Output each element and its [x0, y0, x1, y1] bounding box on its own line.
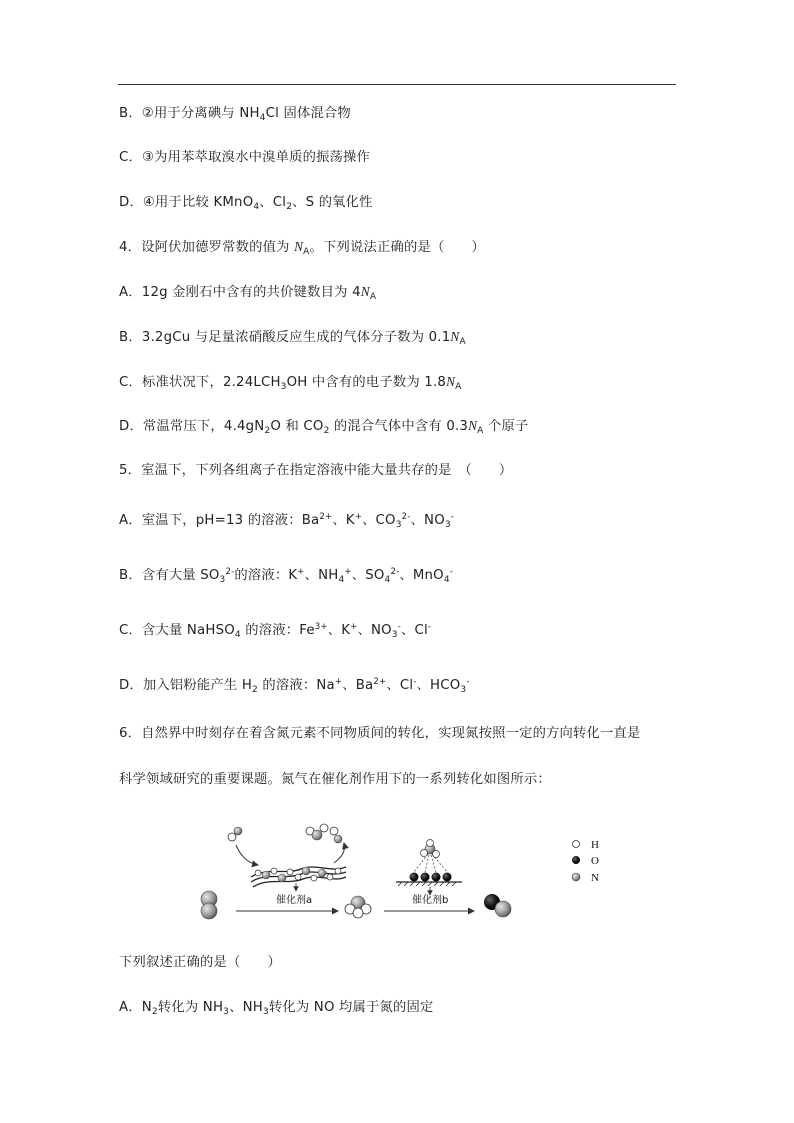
legend-o-icon [572, 856, 580, 864]
nh3-outgoing [306, 824, 345, 863]
catalyst-b-surface [396, 840, 462, 896]
question-6-stem-line2: 科学领域研究的重要课题。氮气在催化剂作用下的一系列转化如图所示： [119, 772, 551, 787]
legend-o-label: O [591, 855, 599, 867]
option-d-q4: D．常温常压下，$4.4gN_2O$ 和 $CO_2$ 的混合气体中含有 $0.3N_A$ 个原子 [119, 418, 529, 436]
question-5-stem: 5．室温下，下列各组离子在指定溶液中能大量共存的是 （ ） [119, 463, 513, 478]
option-c-q4: C．标准状况下，$2.24LCH_3OH$ 中含有的电子数为 $1.8N_A$ [119, 374, 462, 392]
option-b-q4: B．3.2gCu 与足量浓硝酸反应生成的气体分子数为 $0.1N_A$ [119, 329, 466, 347]
catalyst-a-surface [251, 867, 346, 891]
n2-molecule [201, 891, 217, 919]
option-c-q5: C．含大量 NaHSO$_4$ 的溶液：$Fe^{3+}$、K+、$NO_3^-$、Cl- [119, 622, 432, 640]
catalyst-b-label: 催化剂b [412, 895, 449, 906]
option-a-q5: A．室温下，pH=13 的溶液：$Ba^{2+}$、K+、$CO_3^{2-}$、$NO_3^-$ [119, 512, 455, 530]
option-b-q3: B．②用于分离碘与 $NH_4Cl$ 固体混合物 [119, 106, 351, 123]
header-rule [118, 84, 676, 85]
option-d-q5: D．加入铝粉能产生 $H_2$ 的溶液：Na+、$Ba^{2+}$、Cl-、$HCO_3^-$ [119, 677, 470, 695]
legend-n-icon [572, 873, 580, 881]
option-c-q3: C．③为用苯萃取溴水中溴单质的振荡操作 [119, 150, 371, 165]
option-a-q4: A．12g 金刚石中含有的共价键数目为 $4N_A$ [119, 284, 377, 302]
no-molecule [484, 894, 511, 917]
nitrogen-conversion-figure [196, 815, 616, 927]
h2-incoming [228, 827, 258, 865]
option-d-q3: D．④用于比较 KMnO$_4$、$Cl_2$、S 的氧化性 [119, 195, 373, 212]
catalyst-a-label: 催化剂a [276, 895, 313, 906]
question-6-stem-line1: 6．自然界中时刻存在着含氮元素不同物质间的转化，实现氮按照一定的方向转化一直是 [119, 726, 641, 741]
legend-n-label: N [591, 872, 599, 884]
option-b-q5: B．含有大量 $SO_3^{2-}$的溶液：K+、$NH_4^+$、$SO_4^{2-}$、MnO$_4$- [119, 567, 454, 585]
nh3-molecule [345, 896, 371, 918]
question-4-stem: 4．设阿伏加德罗常数的值为 $N_A$。下列说法正确的是（ ） [119, 239, 485, 257]
question-6-prompt: 下列叙述正确的是（ ） [119, 955, 281, 970]
legend-h-icon [573, 841, 580, 848]
legend [572, 839, 599, 884]
option-a-q6: A．$N_2$转化为 $NH_3$、$NH_3$转化为 NO 均属于氮的固定 [119, 1000, 434, 1017]
legend-h-label: H [591, 839, 599, 851]
